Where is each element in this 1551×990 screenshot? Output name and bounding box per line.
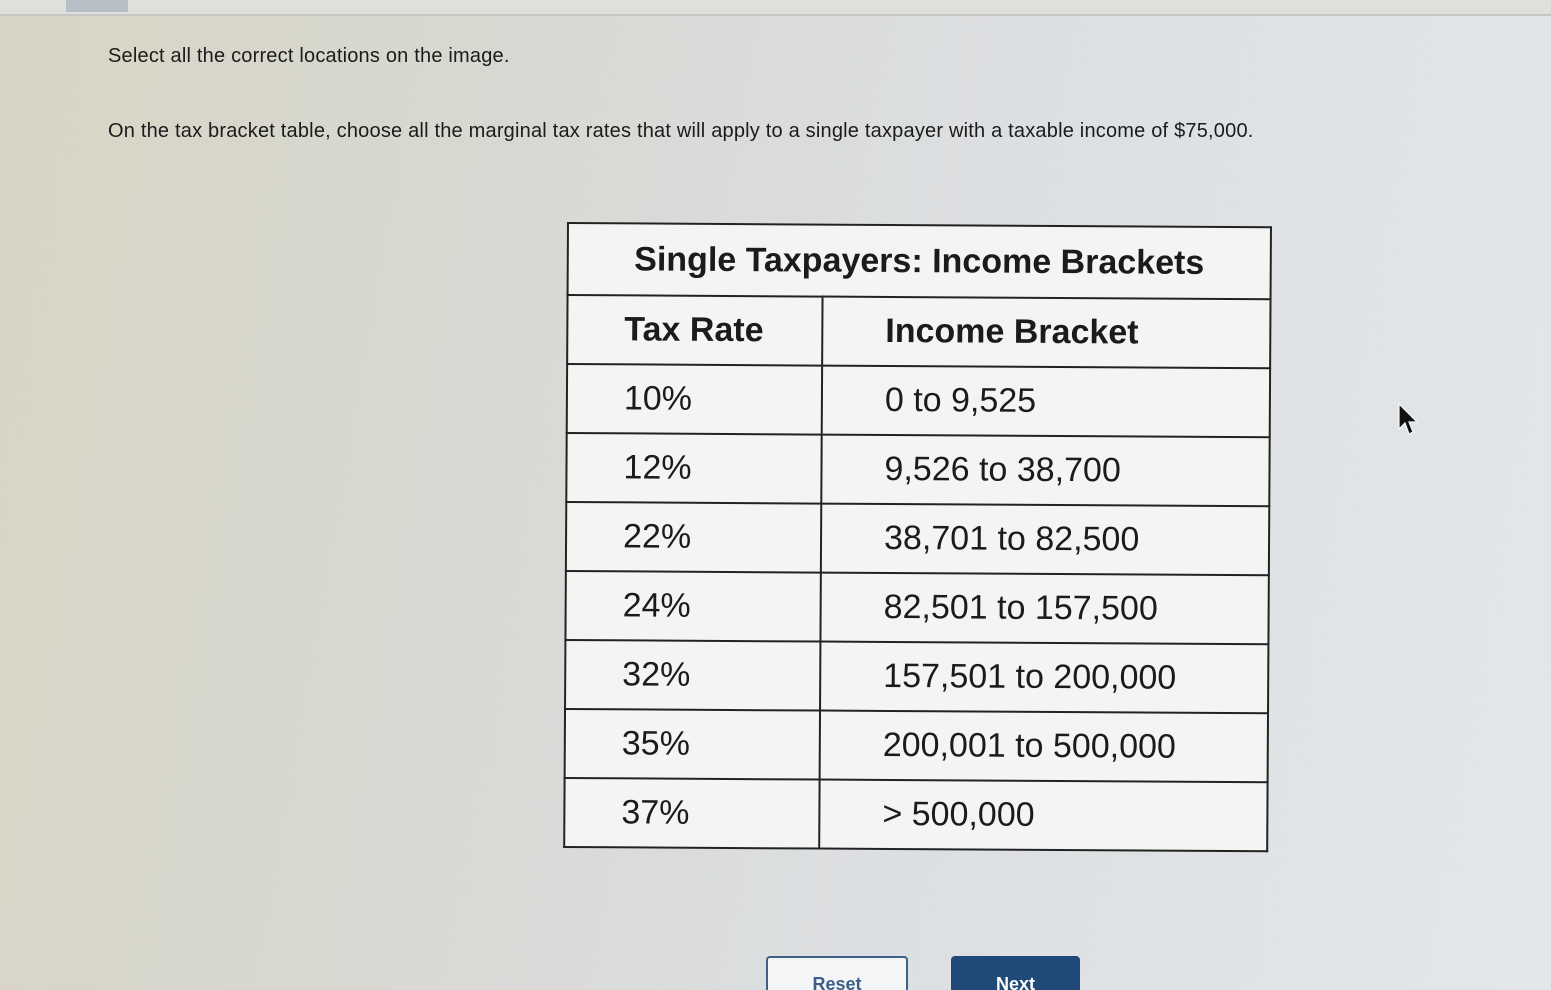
next-button[interactable]: Next [951, 956, 1080, 990]
table-row [564, 778, 1267, 851]
reset-button[interactable]: Reset [766, 956, 908, 990]
rate-cell-24[interactable]: 24% [565, 571, 820, 642]
bracket-cell-22[interactable]: 38,701 to 82,500 [821, 504, 1269, 576]
table-title: Single Taxpayers: Income Brackets [568, 223, 1271, 299]
tax-bracket-table [563, 222, 1272, 852]
bracket-cell-10[interactable]: 0 to 9,525 [822, 366, 1270, 438]
bracket-cell-35[interactable]: 200,001 to 500,000 [820, 711, 1268, 783]
instruction-text: Select all the correct locations on the image. [108, 45, 510, 67]
table-row [566, 502, 1269, 575]
rate-cell-10[interactable]: 10% [567, 364, 822, 435]
table-row [565, 709, 1268, 782]
question-text: On the tax bracket table, choose all the marginal tax rates that will apply to a single taxpayer with a taxable income of $75,000. [108, 120, 1254, 142]
rate-cell-37[interactable]: 37% [564, 778, 819, 849]
top-bar [0, 0, 1551, 16]
table-row [565, 640, 1268, 713]
rate-cell-12[interactable]: 12% [566, 433, 821, 504]
table-row [565, 571, 1268, 644]
table-row [566, 433, 1269, 506]
rate-cell-22[interactable]: 22% [566, 502, 821, 573]
rate-cell-32[interactable]: 32% [565, 640, 820, 711]
bracket-cell-12[interactable]: 9,526 to 38,700 [821, 435, 1269, 507]
mouse-pointer-icon [1398, 403, 1420, 437]
table-row [567, 364, 1270, 437]
top-tab-indicator [66, 0, 128, 12]
rate-cell-35[interactable]: 35% [565, 709, 820, 780]
bracket-cell-32[interactable]: 157,501 to 200,000 [820, 642, 1268, 714]
bracket-cell-24[interactable]: 82,501 to 157,500 [820, 573, 1268, 645]
bracket-cell-37[interactable]: > 500,000 [819, 780, 1267, 852]
header-income-bracket: Income Bracket [822, 297, 1270, 369]
header-tax-rate: Tax Rate [567, 295, 822, 366]
